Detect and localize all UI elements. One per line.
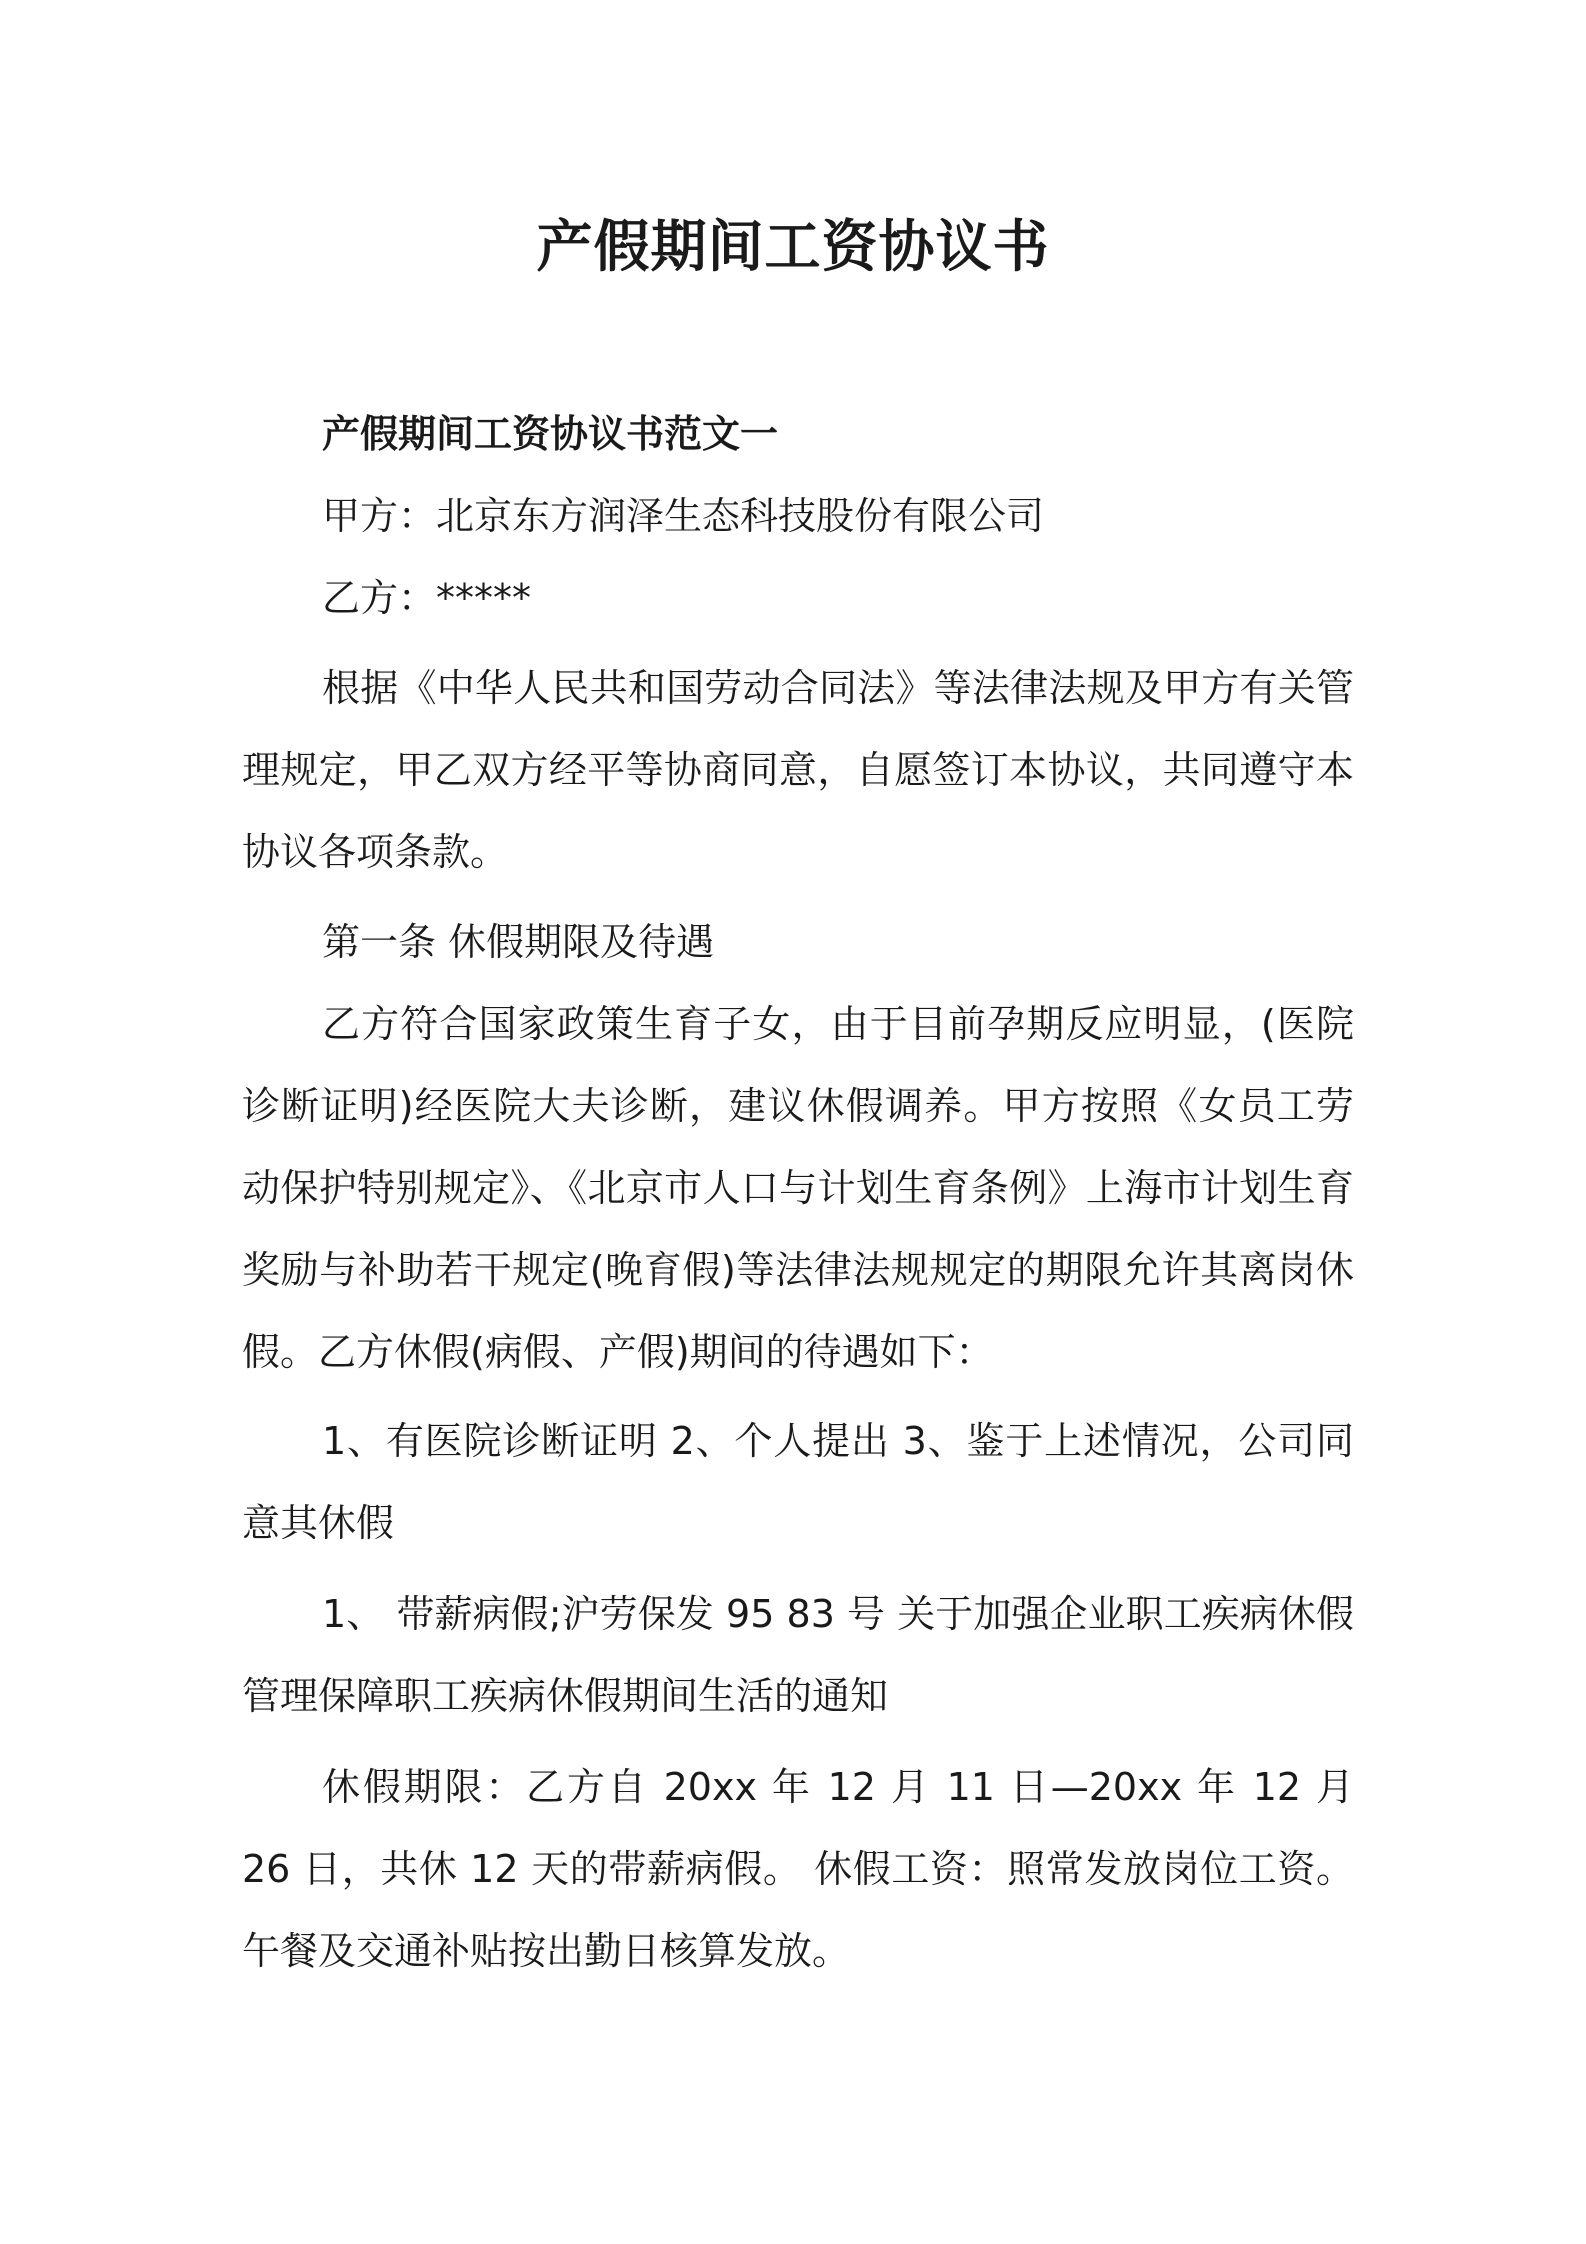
party-b: 乙方：***** (322, 576, 532, 620)
article-body-paragraph: 乙方符合国家政策生育子女，由于目前孕期反应明显，(医院诊断证明)经医院大夫诊断，建议休假调养。甲方按照《女员工劳动保护特别规定》、《北京市人口与计划生育条例》上海市计划生育奖励与补助若干规定(晚育假)等法律法规规定的期限允许其离岗休假。乙方休假(病假、产假)期间的待遇如下： (242, 1002, 1354, 1374)
article-heading: 第一条 休假期限及待遇 (322, 920, 715, 964)
document-title: 产假期间工资协议书 (536, 215, 1050, 280)
intro-paragraph: 根据《中华人民共和国劳动合同法》等法律法规及甲方有关管理规定，甲乙双方经平等协商同意，自愿签订本协议，共同遵守本协议各项条款。 (242, 666, 1354, 874)
party-a: 甲方：北京东方润泽生态科技股份有限公司 (322, 494, 1045, 538)
leave-period-paragraph: 休假期限：乙方自 20xx 年 12 月 11 日—20xx 年 12 月 26 日，共休 12 天的带薪病假。 休假工资：照常发放岗位工资。午餐及交通补贴按出勤日核算发放。 (242, 1765, 1354, 1973)
conditions-paragraph: 1、有医院诊断证明 2、个人提出 3、鉴于上述情况，公司同意其休假 (242, 1419, 1354, 1545)
document-subtitle: 产假期间工资协议书范文一 (322, 412, 779, 456)
paid-sick-leave-paragraph: 1、 带薪病假;沪劳保发 95 83 号 关于加强企业职工疾病休假管理保障职工疾病休假期间生活的通知 (242, 1592, 1354, 1718)
